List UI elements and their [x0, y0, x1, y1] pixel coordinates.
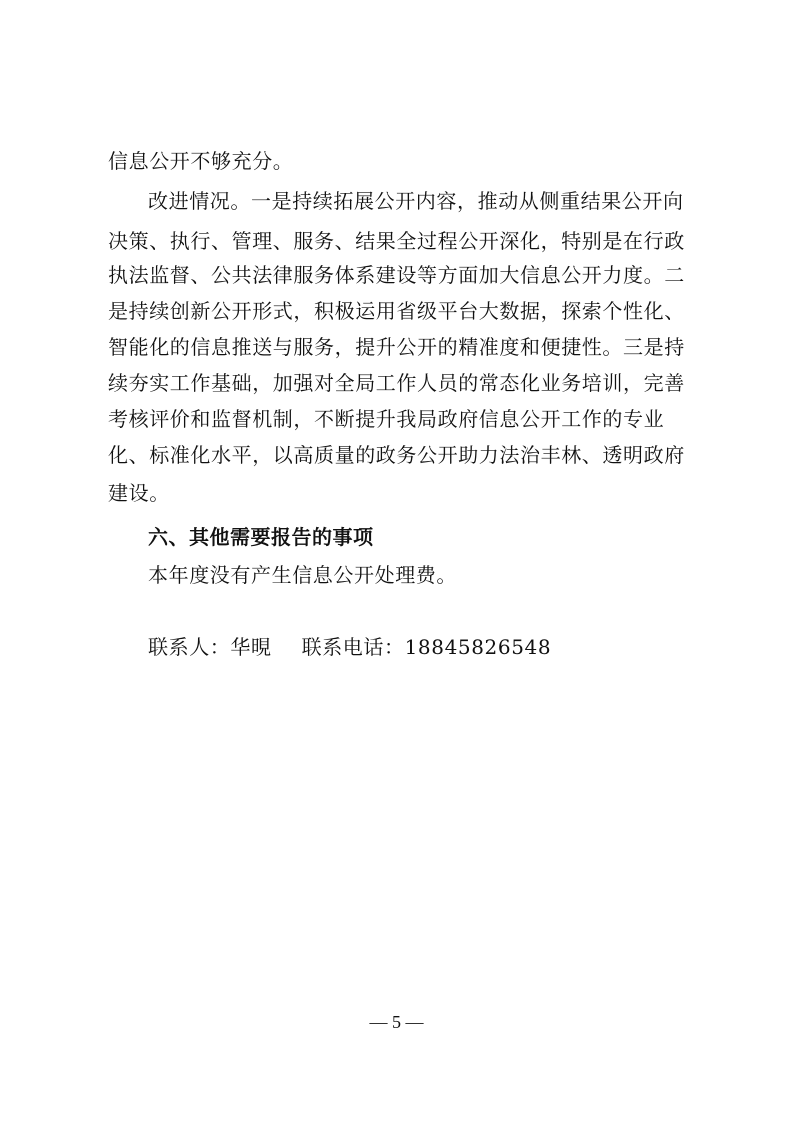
paragraph-line: 续夯实工作基础，加强对全局工作人员的常态化业务培训，完善	[108, 371, 685, 395]
page-number: — 5 —	[369, 1012, 424, 1032]
paragraph-line: 是持续创新公开形式，积极运用省级平台大数据，探索个性化、	[108, 299, 685, 323]
paragraph-line: 改进情况。一是持续拓展公开内容，推动从侧重结果公开向	[148, 189, 684, 213]
paragraph-line: 决策、执行、管理、服务、结果全过程公开深化，特别是在行政	[108, 229, 685, 253]
paragraph-line: 考核评价和监督机制，不断提升我局政府信息公开工作的专业	[108, 407, 665, 431]
contact-phone: 联系电话：18845826548	[301, 635, 552, 659]
section-text: 本年度没有产生信息公开处理费。	[148, 563, 457, 587]
contact-info	[148, 634, 551, 660]
paragraph-line: 建设。	[108, 481, 170, 505]
paragraph-line: 智能化的信息推送与服务，提升公开的精准度和便捷性。三是持	[108, 335, 685, 359]
paragraph-line: 化、标准化水平，以高质量的政务公开助力法治丰林、透明政府	[108, 443, 685, 467]
paragraph-line: 执法监督、公共法律服务体系建设等方面加大信息公开力度。二	[108, 263, 685, 287]
paragraph-line: 信息公开不够充分。	[108, 149, 294, 173]
section-heading: 六、其他需要报告的事项	[148, 525, 374, 549]
contact-person: 联系人：华晛	[148, 635, 272, 659]
